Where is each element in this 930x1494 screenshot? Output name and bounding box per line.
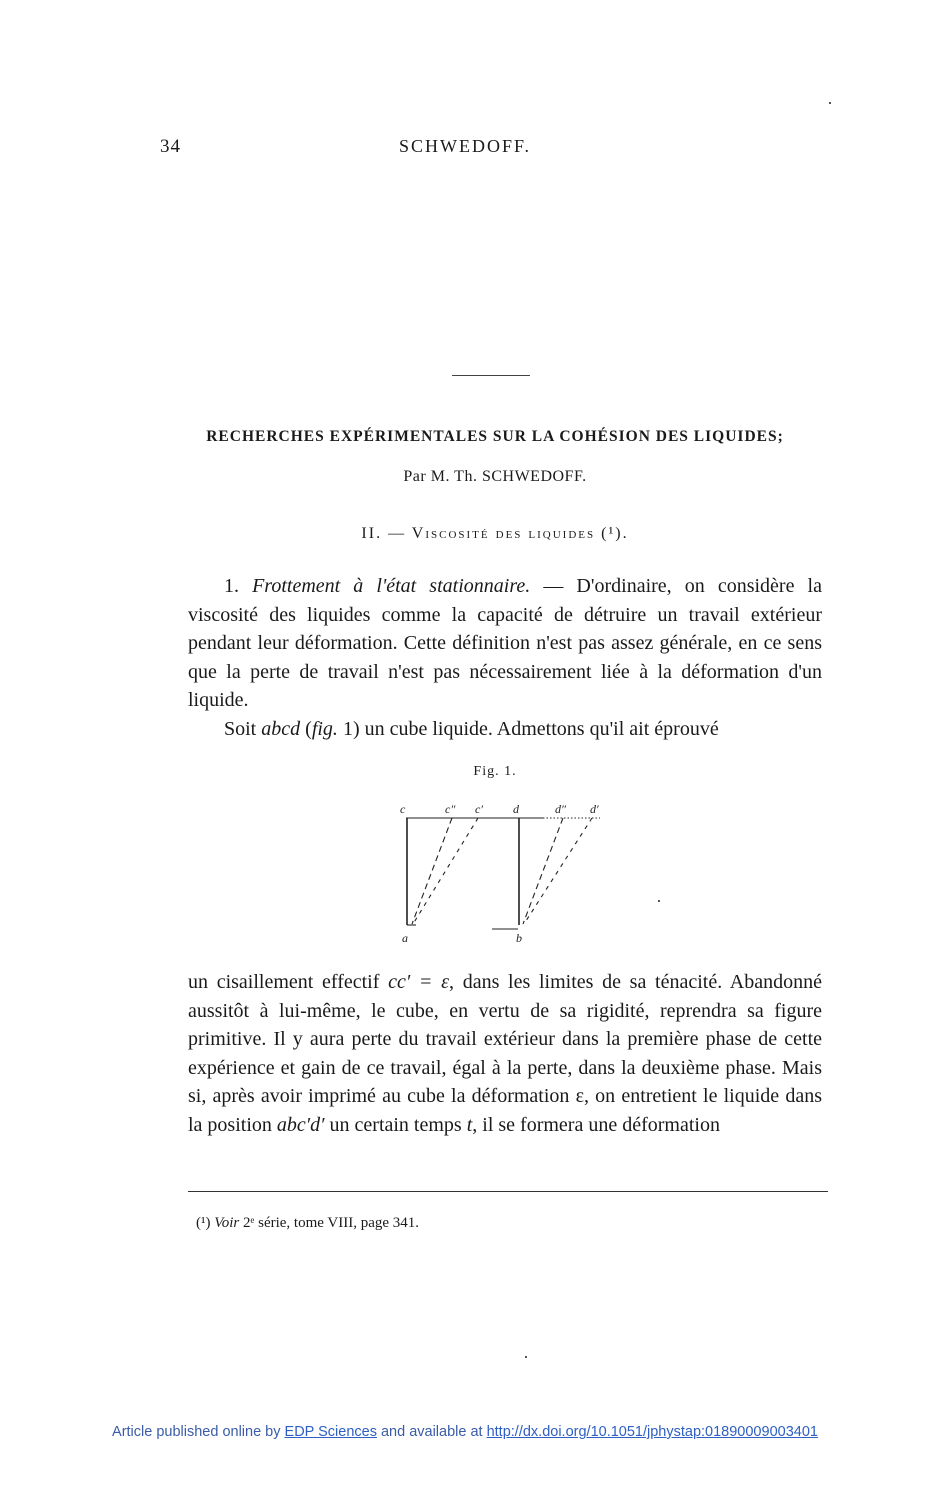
section-heading: II. — Viscosité des liquides (¹). (361, 525, 629, 542)
figure-1 (390, 796, 640, 946)
p2-fig-ref: fig. (311, 717, 338, 740)
p3-part2: , dans les limites de sa ténacité. Abandonné aussitôt à lui-même, le cube, en vertu de sa rigidité, reprendra sa figure primitive. Il y aura perte du travail extérieur dans la première phase de cette expérience et gain de ce travail, égal à la perte, dans la deuxième phase. Mais si, après avoir imprimé au cube la déformation ε, on entretient le liquide dans la position (188, 971, 822, 1136)
p3-position: abc′d′ (276, 1113, 325, 1136)
ornament-rule (452, 375, 530, 376)
label-b: b (516, 931, 522, 945)
paragraph-2 (188, 715, 822, 744)
page-number: 34 (160, 136, 181, 157)
p3-equation: cc′ = ε (388, 971, 449, 993)
publisher-link[interactable]: EDP Sciences (284, 1424, 377, 1440)
paragraph-1 (188, 572, 822, 715)
paragraph-3-text (188, 968, 822, 1140)
paragraph-number: 1. (224, 575, 239, 597)
p3-time: t (466, 1113, 473, 1136)
diagonal-left-1 (412, 818, 452, 924)
figure-caption: Fig. 1. (473, 764, 517, 779)
banner-middle: and available at (376, 1424, 487, 1440)
diagonal-right-1 (523, 818, 563, 924)
scan-speck (658, 900, 660, 902)
label-c: c (400, 802, 406, 816)
diagonal-right-2 (524, 818, 592, 924)
label-c1: c′ (475, 802, 483, 816)
running-head: SCHWEDOFF. (398, 136, 532, 156)
footnote (196, 1215, 419, 1232)
label-d2: d″ (555, 802, 566, 816)
p3-part3: un certain temps (324, 1113, 467, 1136)
scan-speck (525, 1356, 527, 1358)
label-c2: c″ (445, 802, 456, 816)
p2-open: ( (300, 717, 312, 740)
scan-speck (829, 102, 831, 104)
paragraph-1-text: — D'ordinaire, on considère la viscosité des liquides comme la capacité de détruire un travail extérieur pendant leur déformation. Cette définition n'est pas assez générale, en ce sens que la perte de travail n'est pas nécessairement liée à la déformation d'un liquide. (188, 575, 822, 712)
p2-close: 1) un cube liquide. Admettons qu'il ait éprouvé (337, 717, 719, 740)
footnote-text: 2ᵉ série, tome VIII, page 341. (239, 1215, 420, 1231)
label-d: d (513, 802, 519, 816)
p3-part4: , il se formera une déformation (472, 1113, 720, 1136)
body-paragraphs (188, 572, 822, 744)
label-a: a (402, 931, 408, 945)
paragraph-heading: Frottement à l'état stationnaire. (252, 575, 531, 597)
publisher-banner (0, 1424, 930, 1440)
footnote-rule (188, 1191, 828, 1192)
footnote-marker: (¹) (196, 1215, 211, 1231)
p2-lead: Soit (224, 717, 262, 740)
label-d1: d′ (590, 802, 599, 816)
doi-link[interactable]: http://dx.doi.org/10.1051/jphystap:01890009003401 (486, 1424, 818, 1440)
banner-prefix: Article published online by (112, 1424, 285, 1440)
byline: Par M. Th. SCHWEDOFF. (403, 468, 587, 485)
footnote-voir: Voir (214, 1215, 240, 1231)
article-title: RECHERCHES EXPÉRIMENTALES SUR LA COHÉSION DES LIQUIDES; (206, 428, 784, 445)
paragraph-3 (188, 968, 822, 1140)
p3-part1: un cisaillement effectif (188, 971, 389, 993)
p2-abcd: abcd (261, 717, 301, 740)
diagonal-left-2 (413, 818, 478, 924)
